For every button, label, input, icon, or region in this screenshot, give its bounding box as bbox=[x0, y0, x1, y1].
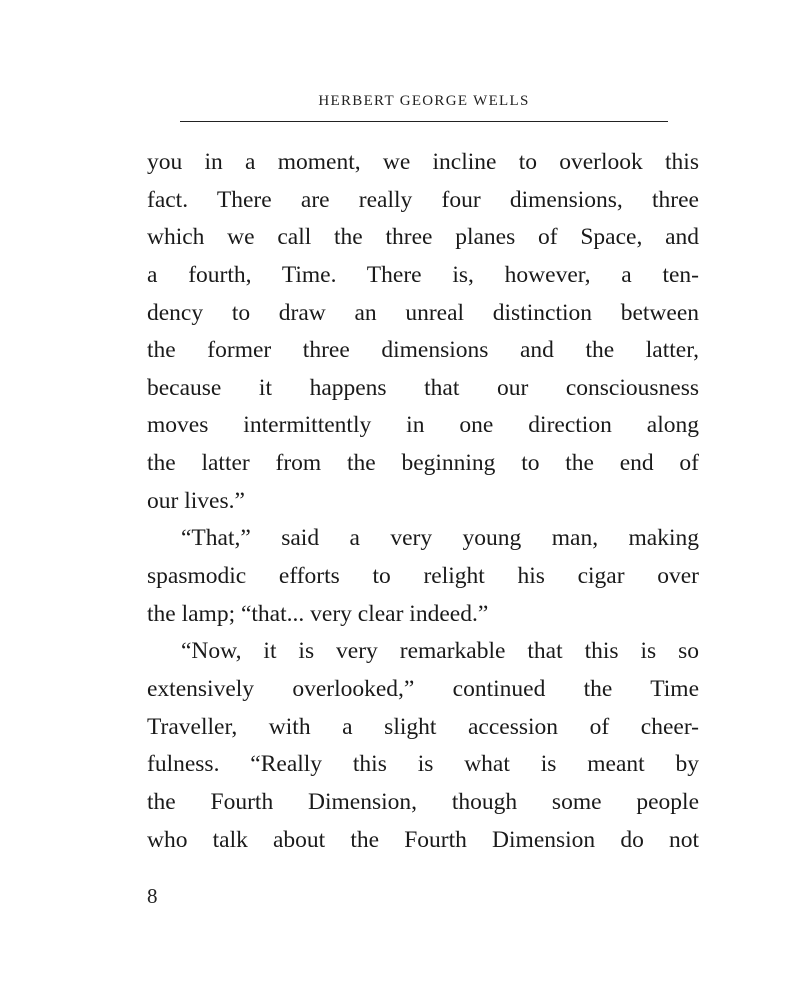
text-line: spasmodic efforts to relight his cigar over bbox=[147, 563, 699, 590]
text-line: “Now, it is very remarkable that this is so bbox=[181, 638, 699, 665]
text-line: which we call the three planes of Space, and bbox=[147, 224, 699, 251]
text-line: you in a moment, we incline to overlook this bbox=[147, 149, 699, 175]
text-line: who talk about the Fourth Dimension do not bbox=[147, 826, 699, 853]
text-line: Traveller, with a slight accession of cheer- bbox=[147, 713, 699, 740]
text-line: extensively overlooked,” continued the Time bbox=[147, 675, 699, 702]
text-line: “That,” said a very young man, making bbox=[181, 525, 699, 552]
text-line: the lamp; “that... very clear indeed.” bbox=[147, 600, 489, 627]
running-head: HERBERT GEORGE WELLS bbox=[318, 93, 530, 109]
text-line: fulness. “Really this is what is meant by bbox=[147, 751, 699, 778]
body-text bbox=[147, 144, 699, 859]
text-line: a fourth, Time. There is, however, a ten- bbox=[147, 261, 699, 288]
text-line: our lives.” bbox=[147, 487, 245, 514]
text-line: the Fourth Dimension, though some people bbox=[147, 788, 699, 815]
text-line: fact. There are really four dimensions, three bbox=[147, 186, 699, 213]
text-line: dency to draw an unreal distinction between bbox=[147, 299, 699, 326]
text-line: because it happens that our consciousness bbox=[147, 374, 699, 401]
text-line: the latter from the beginning to the end of bbox=[147, 450, 699, 477]
page-number: 8 bbox=[147, 884, 158, 908]
text-line: moves intermittently in one direction along bbox=[147, 412, 699, 439]
text-line: the former three dimensions and the latter, bbox=[147, 337, 699, 364]
header-rule bbox=[180, 121, 668, 122]
